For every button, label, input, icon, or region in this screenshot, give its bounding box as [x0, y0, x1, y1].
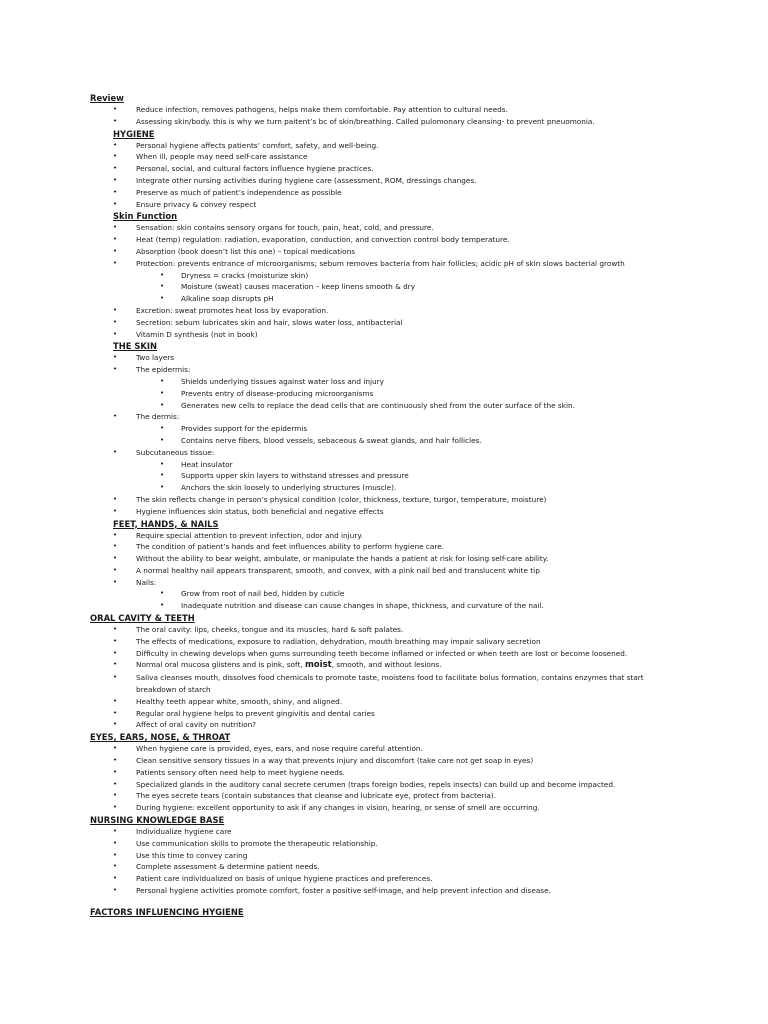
list-item-text: The epidermis:: [136, 365, 191, 375]
list-item: [0, 743, 768, 755]
sub-list-item: [0, 470, 768, 482]
list-item-text: Moisture (sweat) causes maceration – keep linens smooth & dry: [181, 282, 416, 292]
list-item-text: Without the ability to bear weight, ambulate, or manipulate the hands a patient at risk for losing self-care ability.: [136, 554, 549, 564]
bullet-icon: •: [113, 105, 118, 113]
list-item-text-tail: , smooth, and without lesions.: [331, 660, 442, 670]
list-item: [0, 411, 768, 423]
list-item-text: The oral cavity: lips, cheeks, tongue and its muscles, hard & soft palates.: [136, 625, 404, 635]
list-item-text: Supports upper skin layers to withstand stresses and pressure: [181, 471, 409, 481]
bullet-icon: •: [160, 400, 165, 409]
list-item: [0, 826, 768, 838]
list-item: [0, 246, 768, 258]
bullet-icon: •: [113, 447, 118, 456]
list-item-text: Excretion: sweat promotes heat loss by evaporation.: [136, 305, 329, 315]
section-heading: Skin Function: [113, 211, 178, 222]
bullet-icon: •: [113, 744, 118, 753]
list-item-text: Protection: prevents entrance of microorganisms; sebum removes bacteria from hair follicles; acidic pH of skin slows bacterial growth: [136, 258, 625, 268]
list-item-text: Contains nerve fibers, blood vessels, sebaceous & sweat glands, and hair follicles.: [181, 435, 482, 445]
list-item-text: Use this time to convey caring: [136, 850, 248, 860]
list-item: [0, 624, 768, 636]
bullet-icon: •: [113, 767, 118, 776]
list-item-text: When hygiene care is provided, eyes, ears, and nose require careful attention.: [136, 744, 423, 754]
list-item: [0, 696, 768, 708]
list-item: [0, 790, 768, 802]
bullet-icon: •: [113, 506, 118, 515]
bullet-icon: •: [113, 660, 118, 669]
sub-list-item: [0, 459, 768, 471]
bullet-icon: •: [113, 648, 118, 657]
bullet-icon: •: [113, 329, 118, 338]
list-item: [0, 494, 768, 506]
list-item: [0, 659, 768, 672]
list-item: [0, 222, 768, 234]
bullet-icon: •: [113, 258, 118, 267]
section-heading: FACTORS INFLUENCING HYGIENE: [90, 906, 244, 917]
list-item-text: Require special attention to prevent infection, odor and injury.: [136, 530, 363, 540]
list-item: [0, 352, 768, 364]
bullet-icon: •: [113, 223, 118, 232]
bullet-icon: •: [113, 862, 118, 871]
list-item: [0, 553, 768, 565]
section-heading: EYES, EARS, NOSE, & THROAT: [90, 732, 231, 743]
bullet-icon: •: [113, 305, 118, 314]
bullet-icon: •: [113, 187, 118, 196]
sub-list-item: [0, 400, 768, 412]
bullet-icon: •: [160, 376, 165, 385]
list-item: [0, 329, 768, 341]
bullet-icon: •: [113, 365, 118, 374]
list-item-text: Individualize hygiene care: [136, 827, 232, 837]
list-item: [0, 767, 768, 779]
list-item-text: Affect of oral cavity on nutrition?: [136, 720, 257, 730]
sub-list-item: [0, 482, 768, 494]
list-item-text: The dermis:: [136, 412, 180, 422]
list-item: [0, 151, 768, 163]
list-item-text: Personal hygiene affects patients’ comfort, safety, and well-being.: [136, 140, 379, 150]
list-item: [0, 838, 768, 850]
list-item-text: Patients sensory often need help to meet hygiene needs.: [136, 767, 345, 777]
bullet-icon: •: [113, 530, 118, 539]
list-item-text: Secretion: sebum lubricates skin and hair, slows water loss, antibacterial: [136, 317, 403, 327]
bullet-icon: •: [113, 235, 118, 244]
section-heading: FEET, HANDS, & NAILS: [113, 518, 219, 529]
list-item: [0, 104, 768, 116]
list-item-text: The skin reflects change in person’s physical condition (color, thickness, texture, turgor, temperature, moisture): [136, 494, 547, 504]
list-item: [0, 873, 768, 885]
bullet-icon: •: [160, 459, 165, 468]
bullet-icon: •: [113, 246, 118, 255]
list-item: [0, 364, 768, 376]
list-item-text: Reduce infection, removes pathogens, helps make them comfortable. Pay attention to cultural needs.: [136, 105, 508, 114]
list-item-text: Integrate other nursing activities during hygiene care (assessment, ROM, dressings changes.: [136, 175, 477, 185]
list-item-text: Heat insulator: [181, 459, 233, 469]
bullet-icon: •: [160, 388, 165, 397]
sub-list-item: [0, 376, 768, 388]
section-heading: NURSING KNOWLEDGE BASE: [90, 815, 225, 826]
list-item-text: The condition of patient’s hands and feet influences ability to perform hygiene care.: [136, 542, 445, 552]
bullet-icon: •: [113, 673, 118, 682]
list-item-text: Preserve as much of patient’s independence as possible: [136, 187, 342, 197]
list-item-text: Anchors the skin loosely to underlying structures (muscle).: [181, 483, 397, 493]
list-item: [0, 719, 768, 731]
list-item-text: Two layers: [136, 353, 175, 363]
list-item: [0, 305, 768, 317]
list-item-text: The effects of medications, exposure to radiation, dehydration, mouth breathing may impair salivary secretion: [136, 636, 541, 646]
bullet-icon: •: [160, 589, 165, 598]
bullet-icon: •: [113, 850, 118, 859]
list-item-text: Heat (temp) regulation: radiation, evaporation, conduction, and convection control body temperature.: [136, 235, 510, 245]
list-item-text: Difficulty in chewing develops when gums surrounding teeth become inflamed or infected or when teeth are lost or become loosened.: [136, 648, 628, 658]
bullet-icon: •: [113, 874, 118, 883]
list-item-text: Personal hygiene activities promote comfort, foster a positive self-image, and help prevent infection and disease.: [136, 886, 551, 896]
list-item-text: Inadequate nutrition and disease can cause changes in shape, thickness, and curvature of the nail.: [181, 601, 544, 611]
list-item-text: Hygiene influences skin status, both beneficial and negative effects: [136, 506, 384, 516]
bullet-icon: •: [113, 116, 118, 125]
list-item-text: Shields underlying tissues against water loss and injury: [181, 376, 385, 386]
bullet-icon: •: [113, 720, 118, 729]
list-item-text: Assessing skin/body. this is why we turn paitent’s bc of skin/breathing. Called pulomonary cleansing- to prevent pneuomonia.: [136, 116, 595, 126]
list-item-text: Sensation: skin contains sensory organs for touch, pain, heat, cold, and pressure.: [136, 223, 434, 233]
list-item-text: When ill, people may need self-care assistance: [136, 152, 308, 162]
list-item: [0, 779, 768, 791]
bullet-icon: •: [113, 838, 118, 847]
list-item: [0, 850, 768, 862]
list-item-text: Ensure privacy & convey respect: [136, 199, 257, 209]
list-item: [0, 530, 768, 542]
bullet-icon: •: [113, 625, 118, 634]
list-item-text: Saliva cleanses mouth, dissolves food chemicals to promote taste, moistens food to facilitate bolus formation, contains enzymes that start breakdown of starch: [136, 673, 644, 695]
list-item: [0, 163, 768, 175]
bullet-icon: •: [113, 577, 118, 586]
list-item-text: Specialized glands in the auditory canal secrete cerumen (traps foreign bodies, repels insects) can build up and become impacted.: [136, 779, 616, 789]
bullet-icon: •: [113, 756, 118, 765]
bullet-icon: •: [113, 708, 118, 717]
bullet-icon: •: [113, 175, 118, 184]
list-item-text: Subcutaneous tissue:: [136, 447, 215, 457]
bullet-icon: •: [113, 554, 118, 563]
list-item: [0, 199, 768, 211]
list-item: [0, 802, 768, 814]
bullet-icon: •: [113, 164, 118, 173]
list-item-text: Patient care individualized on basis of unique hygiene practices and preferences.: [136, 874, 433, 884]
bullet-icon: •: [113, 353, 118, 362]
list-item-text: The eyes secrete tears (contain substances that cleanse and lubricate eye, protect from bacteria).: [136, 791, 496, 801]
bullet-icon: •: [113, 565, 118, 574]
document-page: [0, 92, 768, 918]
section-heading: HYGIENE: [113, 128, 155, 139]
list-item: [0, 140, 768, 152]
list-item-text: Personal, social, and cultural factors influence hygiene practices.: [136, 164, 374, 174]
bullet-icon: •: [113, 199, 118, 208]
bullet-icon: •: [113, 779, 118, 788]
bullet-icon: •: [160, 601, 165, 610]
bullet-icon: •: [160, 435, 165, 444]
sub-list-item: [0, 423, 768, 435]
list-item: [0, 175, 768, 187]
list-item: [0, 861, 768, 873]
list-item: [0, 885, 768, 897]
bullet-icon: •: [160, 424, 165, 433]
list-item-text: Alkaline soap disrupts pH: [181, 294, 274, 304]
list-item-text: A normal healthy nail appears transparent, smooth, and convex, with a pink nail bed and translucent white tip: [136, 565, 540, 575]
list-item: [0, 506, 768, 518]
list-item-text: Absorption (book doesn’t list this one) – topical medications: [136, 246, 355, 256]
list-item: [0, 648, 768, 660]
bullet-icon: •: [113, 803, 118, 812]
bullet-icon: •: [113, 152, 118, 161]
bullet-icon: •: [113, 494, 118, 503]
sub-list-item: [0, 600, 768, 612]
bullet-icon: •: [160, 282, 165, 291]
list-item: [0, 636, 768, 648]
list-item: [0, 708, 768, 720]
bullet-icon: •: [160, 294, 165, 303]
bullet-icon: •: [160, 270, 165, 279]
list-item-text: Generates new cells to replace the dead cells that are continuously shed from the outer surface of the skin.: [181, 400, 575, 410]
list-item: [0, 755, 768, 767]
list-item: [0, 672, 666, 696]
emphasized-word: moist: [304, 660, 332, 671]
list-item-text: During hygiene: excellent opportunity to ask if any changes in vision, hearing, or sense of smell are occurring.: [136, 803, 540, 813]
list-item-text: Clean sensitive sensory tissues in a way that prevents injury and discomfort (take care not get soap in eyes): [136, 756, 534, 766]
bullet-icon: •: [113, 542, 118, 551]
bullet-icon: •: [113, 412, 118, 421]
list-item: [0, 447, 768, 459]
list-item-text: Dryness = cracks (moisturize skin): [181, 270, 309, 280]
list-item-text: Complete assessment & determine patient needs.: [136, 862, 320, 872]
bullet-icon: •: [113, 886, 118, 895]
list-item-text: Provides support for the epidermis: [181, 424, 308, 434]
list-item: [0, 258, 768, 270]
sub-list-item: [0, 588, 768, 600]
list-item: [0, 541, 768, 553]
bullet-icon: •: [160, 471, 165, 480]
list-item-text: Normal oral mucosa glistens and is pink, soft,: [136, 660, 305, 670]
section-heading: ORAL CAVITY & TEETH: [90, 613, 195, 624]
list-item: [0, 317, 768, 329]
bullet-icon: •: [160, 483, 165, 492]
list-item-text: Nails:: [136, 577, 157, 587]
list-item-text: Grow from root of nail bed, hidden by cuticle: [181, 589, 345, 599]
list-item: [0, 565, 768, 577]
section-heading: THE SKIN: [113, 341, 158, 352]
bullet-icon: •: [113, 317, 118, 326]
list-item-text: Use communication skills to promote the therapeutic relationship.: [136, 838, 378, 848]
list-item: [0, 234, 768, 246]
list-item-text: Prevents entry of disease-producing microorganisms: [181, 388, 374, 398]
bullet-icon: •: [113, 696, 118, 705]
list-item-text: Vitamin D synthesis (not in book): [136, 329, 258, 339]
sub-list-item: [0, 270, 768, 282]
bullet-icon: •: [113, 791, 118, 800]
list-item: [0, 116, 768, 128]
bullet-icon: •: [113, 140, 118, 149]
bullet-icon: •: [113, 636, 118, 645]
list-item-text: Healthy teeth appear white, smooth, shiny, and aligned.: [136, 696, 343, 706]
sub-list-item: [0, 293, 768, 305]
list-item: [0, 187, 768, 199]
list-item: [0, 577, 768, 589]
sub-list-item: [0, 388, 768, 400]
bullet-icon: •: [113, 827, 118, 836]
list-item-text: Regular oral hygiene helps to prevent gingivitis and dental caries: [136, 708, 375, 718]
section-heading: Review: [90, 93, 124, 103]
sub-list-item: [0, 435, 768, 447]
sub-list-item: [0, 281, 768, 293]
